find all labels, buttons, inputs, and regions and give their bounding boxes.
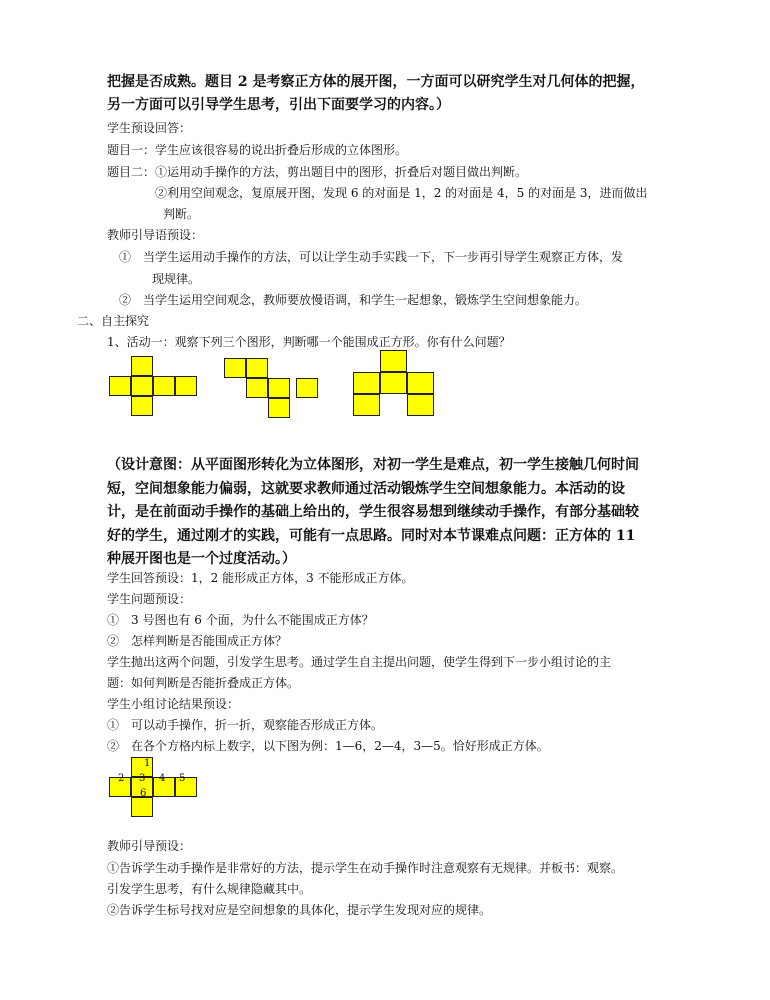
net-number: 5 — [179, 773, 186, 784]
net-cell — [131, 797, 153, 817]
paragraph-line: ①告诉学生动手操作是非常好的方法，提示学生在动手操作时注意观察有无规律。并板书：观察。 — [107, 861, 624, 875]
net-cell — [407, 394, 434, 416]
net-cell — [224, 358, 246, 378]
paragraph-line: ② 在各个方格内标上数字，以下图为例：1—6，2—4，3—5。恰好形成正方体。 — [107, 739, 549, 753]
paragraph-line: （设计意图：从平面图形转化为立体图形，对初一学生是难点，初一学生接触几何时间 — [107, 457, 639, 473]
net-cell — [109, 376, 131, 396]
net-number: 6 — [140, 788, 147, 799]
net-cell — [380, 350, 407, 372]
paragraph-line: 判断。 — [163, 207, 200, 221]
net-cell — [246, 358, 268, 378]
paragraph-line: 学生小组讨论结果预设： — [107, 697, 240, 711]
paragraph-line: ②告诉学生标号找对应是空间想象的具体化，提示学生发现对应的规律。 — [107, 903, 492, 917]
net-cell — [353, 372, 380, 394]
paragraph-line: 题：如何判断是否能折叠成正方体。 — [107, 676, 300, 690]
paragraph-line: ②利用空间观念，复原展开图，发现 6 的对面是 1，2 的对面是 4，5 的对面是 3，进而做出 — [155, 186, 648, 200]
net-cell — [175, 376, 197, 396]
net-number: 3 — [139, 773, 146, 784]
paragraph-line: 好的学生，通过刚才的实践，可能有一点思路。同时对本节课难点问题：正方体的 11 — [107, 528, 636, 544]
net-cell — [131, 396, 153, 416]
paragraph-line: 学生抛出这两个问题，引发学生思考。通过学生自主提出问题，使学生得到下一步小组讨论的主 — [107, 655, 612, 669]
paragraph-line: 短，空间想象能力偏弱，这就要求教师通过活动锻炼学生空间想象能力。本活动的设 — [107, 481, 625, 497]
paragraph-line: 种展开图也是一个过度活动。） — [107, 551, 296, 567]
net-cell — [353, 394, 380, 416]
net-number: 2 — [118, 773, 125, 784]
paragraph-line: 教师引导预设： — [107, 839, 192, 853]
paragraph-line: 另一方面可以引导学生思考，引出下面要学习的内容。） — [107, 97, 450, 113]
cube-net-figure-2 — [224, 358, 318, 418]
paragraph-line: 题目一：学生应该很容易的说出折叠后形成的立体图形。 — [107, 143, 408, 157]
net-cell — [268, 378, 290, 398]
paragraph-line: ① 3 号图也有 6 个面，为什么不能围成正方体？ — [107, 613, 374, 627]
paragraph-line: 题目二：①运用动手操作的方法，剪出题目中的图形，折叠后对题目做出判断。 — [107, 165, 528, 179]
paragraph-line: 教师引导语预设： — [107, 228, 204, 242]
net-cell — [131, 376, 153, 396]
net-cell — [407, 372, 434, 394]
net-number: 1 — [144, 758, 151, 769]
cube-net-figure-3 — [353, 350, 435, 416]
net-cell — [296, 378, 318, 398]
paragraph-line: 学生预设回答： — [107, 121, 192, 135]
net-cell — [131, 356, 153, 376]
net-cell — [246, 378, 268, 398]
paragraph-line: 引发学生思考，有什么规律隐藏其中。 — [107, 882, 312, 896]
paragraph-line: 把握是否成熟。题目 2 是考察正方体的展开图，一方面可以研究学生对几何体的把握， — [107, 74, 645, 90]
paragraph-line: 学生问题预设： — [107, 592, 192, 606]
paragraph-line: 1、活动一：观察下列三个图形，判断哪一个能围成正方形。你有什么问题？ — [107, 335, 511, 349]
paragraph-line: ② 怎样判断是否能围成正方体？ — [107, 634, 288, 648]
numbered-cube-net — [109, 757, 201, 817]
paragraph-line: ② 当学生运用空间观念，教师要放慢语调，和学生一起想象，锻炼学生空间想象能力。 — [119, 293, 588, 307]
paragraph-line: ① 可以动手操作，折一折，观察能否形成正方体。 — [107, 718, 384, 732]
paragraph-line: 计，是在前面动手操作的基础上给出的，学生很容易想到继续动手操作，有部分基础较 — [107, 504, 639, 520]
net-cell — [153, 376, 175, 396]
section-heading: 二、自主探究 — [77, 314, 150, 328]
cube-net-figure-1 — [109, 356, 201, 416]
paragraph-line: 现规律。 — [152, 272, 201, 286]
net-cell — [268, 398, 290, 418]
paragraph-line: 学生回答预设：1，2 能形成正方体，3 不能形成正方体。 — [107, 571, 414, 585]
paragraph-line: ① 当学生运用动手操作的方法，可以让学生动手实践一下，下一步再引导学生观察正方体，发 — [119, 250, 624, 264]
net-number: 4 — [159, 773, 166, 784]
net-cell — [380, 372, 407, 394]
